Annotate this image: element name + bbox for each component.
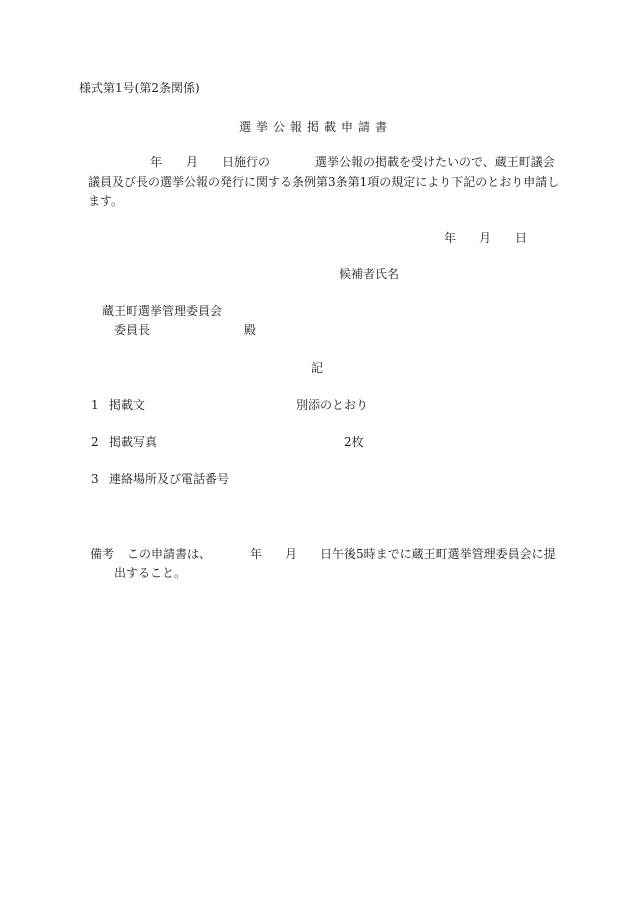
ki-heading: 記 [311,361,324,375]
date-day: 日 [515,231,528,245]
intro-year: 年 [150,155,163,169]
remarks-text1: この申請書は、 [127,547,212,561]
item-3-number: 3 [91,472,99,486]
item-1-value: 別添のとおり [296,398,369,412]
remarks-label: 備考 [90,547,115,561]
addressee-title: 委員長 [114,323,151,337]
intro-line1-rest: 選挙公報の掲載を受けたいので、蔵王町議会 [315,155,555,169]
item-1-label: 掲載文 [109,398,146,412]
candidate-name-label: 候補者氏名 [339,267,400,281]
item-2-label: 掲載写真 [109,435,158,449]
date-month: 月 [479,231,492,245]
item-1-number: 1 [91,398,99,412]
item-2-number: 2 [91,435,99,449]
item-3-label: 連絡場所及び電話番号 [109,472,230,486]
remarks-year: 年 [250,547,263,561]
intro-line3: ます。 [88,194,124,208]
intro-line2: 議員及び長の選挙公報の発行に関する条例第3条第1項の規定により下記のとおり申請し [88,175,560,189]
addressee-honorific: 殿 [244,323,257,337]
intro-day-enacted: 日施行の [222,155,271,169]
intro-month: 月 [186,155,199,169]
document-title: 選挙公報掲載申請書 [239,120,393,134]
form-label: 様式第1号(第2条関係) [79,81,200,95]
remarks-text2: 日午後5時までに蔵王町選挙管理委員会に提 [320,547,556,561]
addressee-org: 蔵王町選挙管理委員会 [102,304,223,318]
date-year: 年 [444,231,457,245]
remarks-month: 月 [285,547,298,561]
item-2-value: 2枚 [344,435,364,449]
remarks-text3: 出すること。 [114,566,187,580]
